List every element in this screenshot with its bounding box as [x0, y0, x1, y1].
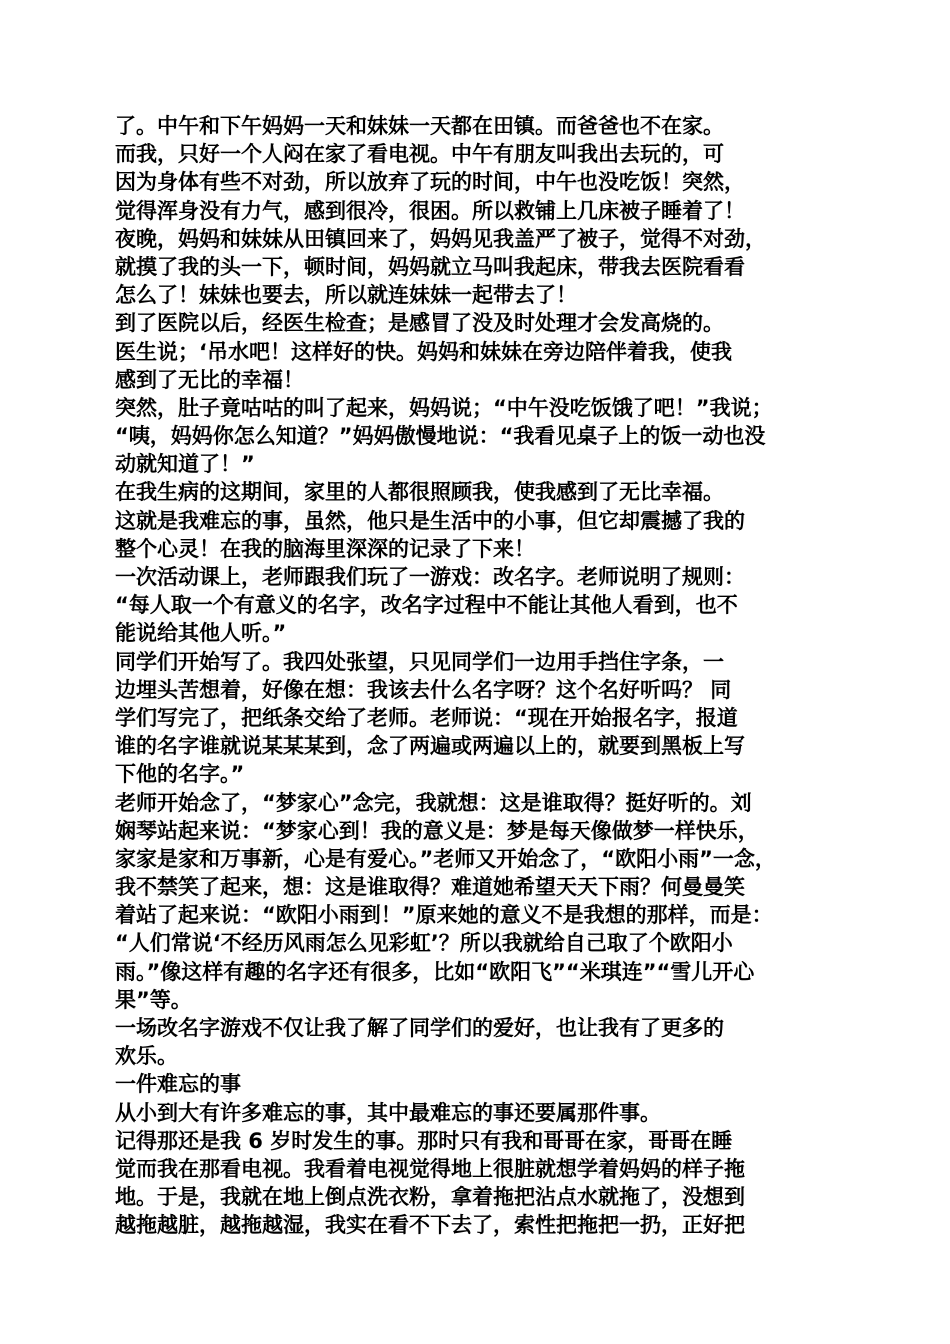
section-heading: 一件难忘的事: [115, 1072, 241, 1097]
text-line: “人们常说‘不经历风雨怎么见彩虹’？所以我就给自己取了个欧阳小: [115, 931, 733, 956]
text-line: 下他的名字。”: [115, 762, 245, 787]
text-line: 我不禁笑了起来，想：这是谁取得？难道她希望天天下雨？何曼曼笑: [115, 875, 745, 900]
text-line: 从小到大有许多难忘的事，其中最难忘的事还要属那件事。: [115, 1100, 661, 1125]
text-line: 动就知道了！”: [115, 452, 255, 477]
text-line: 感到了无比的幸福！: [115, 367, 304, 392]
text-line: 能说给其他人听。”: [115, 621, 287, 646]
text-line: “每人取一个有意义的名字，改名字过程中不能让其他人看到，也不: [115, 593, 738, 618]
text-line: 整个心灵！在我的脑海里深深的记录了下来！: [115, 536, 535, 561]
text-line: 因为身体有些不对劲，所以放弃了玩的时间，中午也没吃饭！突然，: [115, 170, 745, 195]
text-line: 就摸了我的头一下，顿时间，妈妈就立马叫我起床，带我去医院看看: [115, 254, 745, 279]
text-line: 地。于是，我就在地上倒点洗衣粉，拿着拖把沾点水就拖了，没想到: [115, 1185, 745, 1210]
text-line: 觉而我在那看电视。我看着电视觉得地上很脏就想学着妈妈的样子拖: [115, 1156, 745, 1181]
text-line: 着站了起来说：“欧阳小雨到！”原来她的意义不是我想的那样，而是：: [115, 903, 773, 928]
text-line: 到了医院以后，经医生检查；是感冒了没及时处理才会发高烧的。: [115, 311, 724, 336]
text-line: 同学们开始写了。我四处张望，只见同学们一边用手挡住字条，一: [115, 649, 724, 674]
text-line: 突然，肚子竟咕咕的叫了起来，妈妈说；“中午没吃饭饿了吧！”我说；: [115, 395, 773, 420]
text-line: 果”等。: [115, 987, 192, 1012]
text-line: 学们写完了，把纸条交给了老师。老师说：“现在开始报名字，报道: [115, 705, 738, 730]
text-line: 老师开始念了，“梦家心”念完，我就想：这是谁取得？挺好听的。刘: [115, 790, 752, 815]
text-line: 医生说；‘吊水吧！这样好的快。妈妈和妹妹在旁边陪伴着我，使我: [115, 339, 732, 364]
text-line: 怎么了！妹妹也要去，所以就连妹妹一起带去了！: [115, 283, 577, 308]
text-line: 觉得浑身没有力气，感到很冷，很困。所以救铺上几床被子睡着了！: [115, 198, 745, 223]
text-line: 一场改名字游戏不仅让我了解了同学们的爱好，也让我有了更多的: [115, 1016, 724, 1040]
document-body-text: [115, 112, 850, 1240]
text-line: 记得那还是我 6 岁时发生的事。那时只有我和哥哥在家，哥哥在睡: [115, 1128, 733, 1153]
text-line: 夜晚，妈妈和妹妹从田镇回来了，妈妈见我盖严了被子，觉得不对劲，: [115, 226, 766, 251]
text-line: 在我生病的这期间，家里的人都很照顾我，使我感到了无比幸福。: [115, 480, 724, 505]
text-line: 欢乐。: [115, 1044, 178, 1069]
text-line: 娴琴站起来说：“梦家心到！我的意义是：梦是每天像做梦一样快乐，: [115, 818, 759, 843]
text-line: 家家是家和万事新，心是有爱心。”老师又开始念了，“欧阳小雨”一念，: [115, 846, 776, 871]
text-line: 了。中午和下午妈妈一天和妹妹一天都在田镇。而爸爸也不在家。: [115, 114, 724, 138]
text-line: 而我，只好一个人闷在家了看电视。中午有朋友叫我出去玩的，可: [115, 142, 724, 167]
text-line: “咦，妈妈你怎么知道？”妈妈傲慢地说：“我看见桌子上的饭一动也没: [115, 424, 766, 449]
text-line: 谁的名字谁就说某某某到，念了两遍或两遍以上的，就要到黑板上写: [115, 734, 745, 759]
text-line: 雨。”像这样有趣的名字还有很多，比如“欧阳飞”“米琪连”“雪儿开心: [115, 959, 755, 984]
text-line: 这就是我难忘的事，虽然，他只是生活中的小事，但它却震撼了我的: [115, 508, 745, 533]
text-line: 越拖越脏，越拖越湿，我实在看不下去了，索性把拖把一扔，正好把: [115, 1213, 745, 1238]
text-line: 边埋头苦想着，好像在想：我该去什么名字呀？这个名好听吗？ 同: [115, 677, 732, 702]
text-line: 一次活动课上，老师跟我们玩了一游戏：改名字。老师说明了规则：: [115, 565, 745, 589]
